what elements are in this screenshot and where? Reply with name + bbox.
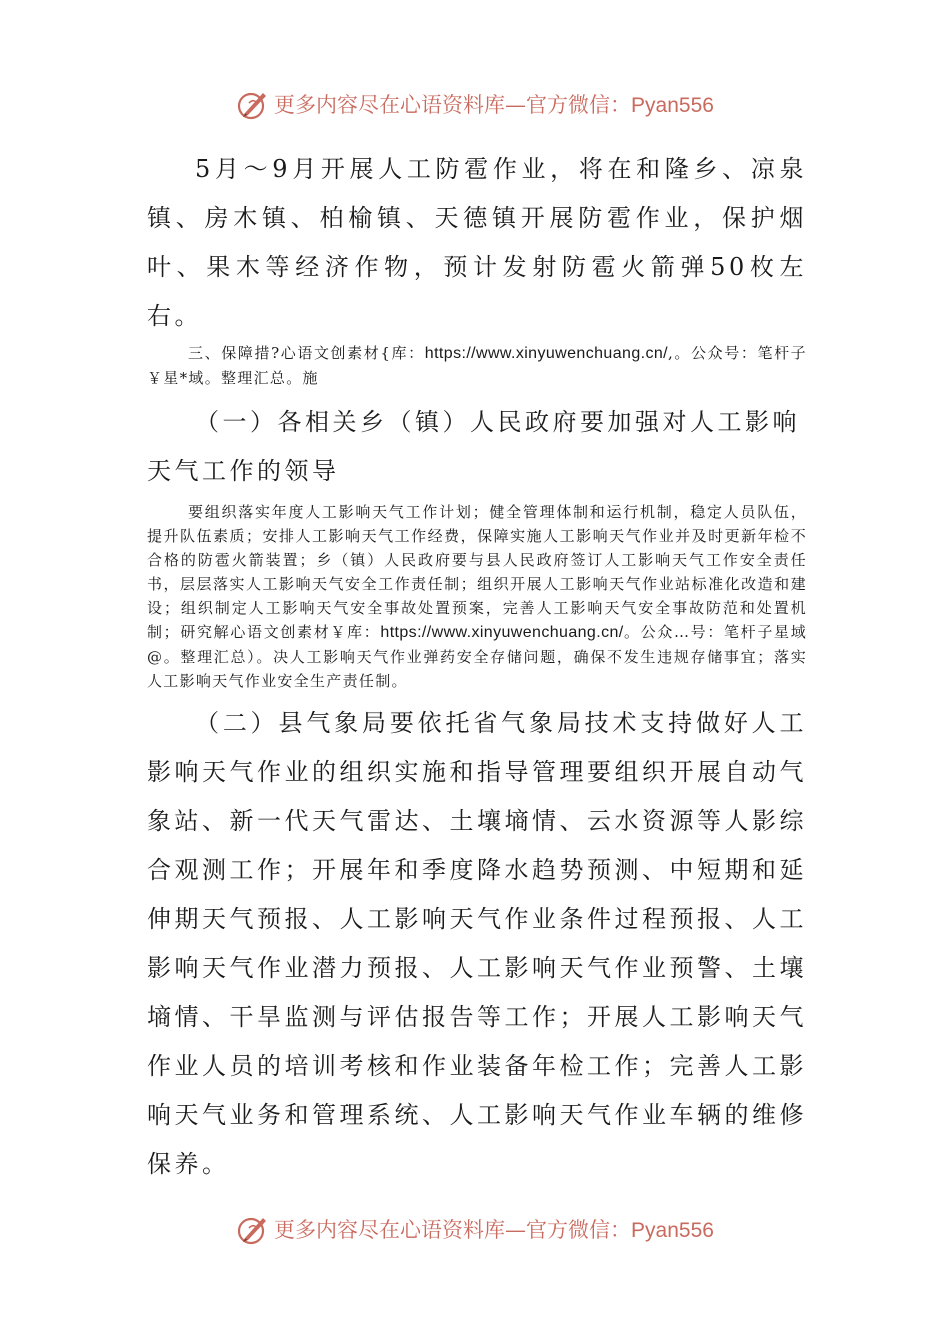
paragraph-township-duties	[147, 500, 807, 693]
footer-banner	[0, 1207, 950, 1251]
township-duties-tail: 。公众…号：笔杆子星域@。整理汇总）。决人工影响天气作业弹药安全存储问题，确保不发生违规存储事宜；落实人工影响天气作业安全生产责任制。	[147, 623, 807, 690]
header-banner	[0, 82, 950, 126]
paragraph-meteorological-bureau: （二）县气象局要依托省气象局技术支持做好人工影响天气作业的组织实施和指导管理要组织开展自动气象站、新一代天气雷达、土壤墒情、云水资源等人影综合观测工作；开展年和季度降水趋势预测、中短期和延伸期天气预报、人工影响天气作业条件过程预报、人工影响天气作业潜力预报、人工影响天气作业预警、土壤墒情、干旱监测与评估报告等工作；开展人工影响天气作业人员的培训考核和作业装备年检工作；完善人工影响天气业务和管理系统、人工影响天气作业车辆的维修保养。	[147, 709, 807, 1178]
section-three-tail: ,。公众号：笔杆子￥星*域。整理汇总。施	[147, 344, 807, 387]
banner-text	[274, 89, 714, 119]
township-duties-url: https://www.xinyuwenchuang.cn/	[380, 624, 624, 641]
banner-text-cn: 更多内容尽在心语资料库—官方微信：	[274, 93, 632, 117]
banner-text-cn: 更多内容尽在心语资料库—官方微信：	[274, 1218, 632, 1242]
township-duties-text: 要组织落实年度人工影响天气工作计划；健全管理体制和运行机制，稳定人员队伍，提升队伍素质；安排人工影响天气工作经费，保障实施人工影响天气作业并及时更新年检不合格的防雹火箭装置；乡（镇）人民政府要与县人民政府签订人工影响天气工作安全责任书，层层落实人工影响天气安全工作责任制；组织开展人工影响天气作业站标准化改造和建设；组织制定人工影响天气安全事故处置预案，完善人工影响天气安全事故防范和处置机制；研究解心语文创素材￥库：	[147, 503, 807, 641]
section-three-text: 三、保障措?心语文创素材{库：	[188, 344, 425, 362]
banner-wechat-id: Pyan556	[631, 1219, 714, 1242]
pen-logo-icon	[236, 87, 270, 121]
heading-subsection-one: （一）各相关乡（镇）人民政府要加强对人工影响天气工作的领导	[147, 408, 800, 485]
document-body	[147, 145, 807, 1189]
banner-wechat-id: Pyan556	[631, 94, 714, 117]
pen-logo-icon	[236, 1212, 270, 1246]
paragraph-hail-operation: 5月～9月开展人工防雹作业，将在和隆乡、凉泉镇、房木镇、柏榆镇、天德镇开展防雹作业，保护烟叶、果木等经济作物，预计发射防雹火箭弹50枚左右。	[147, 155, 807, 330]
banner-text	[274, 1214, 714, 1244]
section-three-url: https://www.xinyuwenchuang.cn/	[424, 345, 669, 362]
paragraph-section-three	[147, 341, 807, 390]
